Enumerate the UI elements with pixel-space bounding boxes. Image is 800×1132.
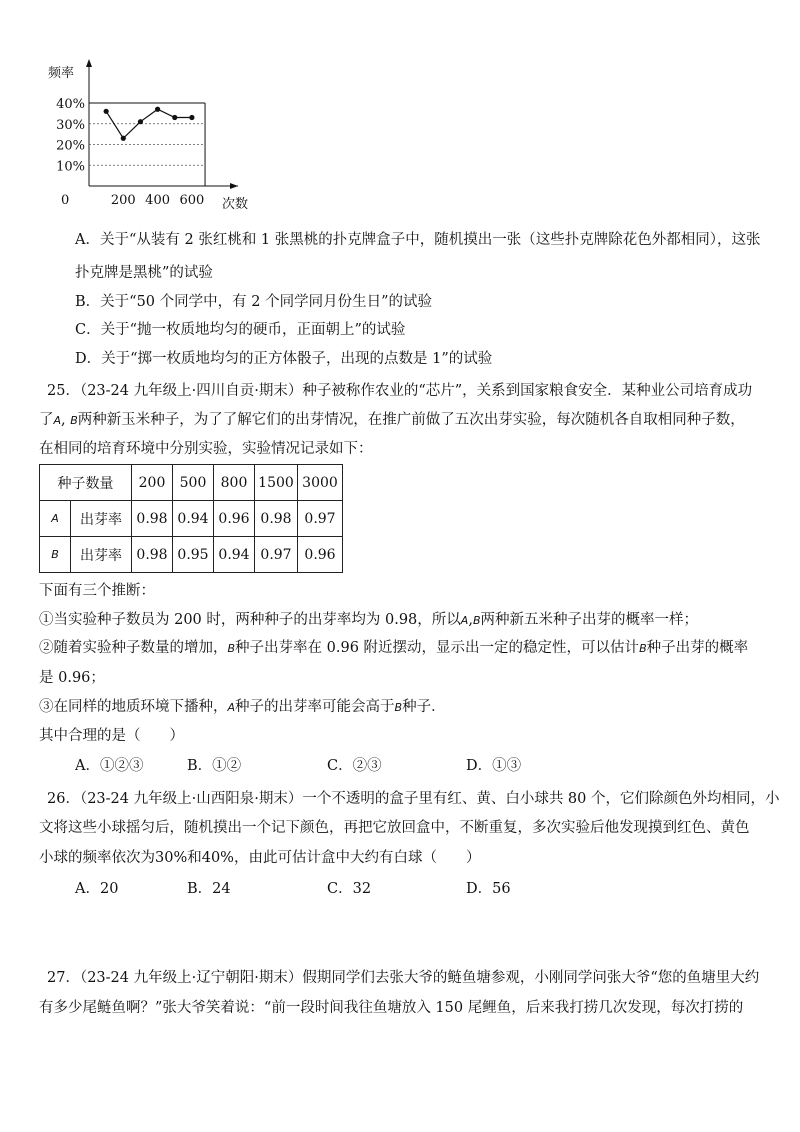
table-header-cell: 1500	[255, 465, 298, 501]
table-cell: 0.98	[132, 537, 173, 573]
s3-mid: 种子的出芽率可能会高于	[235, 699, 395, 715]
q25-stem-line2: 了A, B两种新玉米种子，为了了解它们的出芽情况，在推广前做了五次出芽实验，每次随机各自取相同种子数，	[39, 412, 745, 428]
chart-plot-area	[48, 59, 248, 212]
x-tick-label: 600	[179, 193, 205, 208]
table-header-cell: 500	[173, 465, 214, 501]
table-cell: 0.98	[255, 501, 298, 537]
q26-percent-red: 30%	[155, 850, 188, 866]
data-point	[189, 115, 194, 120]
q26-line3-mid: 和	[187, 850, 202, 866]
var-b: B	[639, 642, 647, 655]
data-point	[155, 107, 160, 112]
table-cell: 0.98	[132, 501, 173, 537]
y-tick-label: 40%	[56, 97, 85, 112]
q24-option-b: B．关于“50 个同学中，有 2 个同学同月份生日”的试验	[75, 294, 432, 310]
var-a: A	[227, 701, 236, 714]
q24-option-a-line2: 扑克牌是黑桃”的试验	[75, 265, 213, 281]
q26-option: B．24	[187, 881, 231, 897]
table-row-label: 出芽率	[71, 501, 132, 537]
q25-option: A．①②③	[75, 758, 144, 774]
table-cell: 0.96	[298, 537, 343, 573]
q26-option: C．32	[327, 881, 372, 897]
table-cell: 0.94	[173, 501, 214, 537]
s1-pre: ①当实验种子数员为 200 时，两种种子的出芽率均为 0.98，所以	[39, 612, 461, 628]
table-header-cell: 3000	[298, 465, 343, 501]
y-axis-label: 频率	[48, 66, 75, 81]
s2-pre: ②随着实验种子数量的增加，	[39, 640, 228, 656]
q26-stem-line1: 26．（23-24 九年级上·山西阳泉·期末）一个不透明的盒子里有红、黄、白小球共 80 个，它们除颜色外均相同，小	[47, 791, 780, 807]
y-tick-label: 10%	[56, 159, 85, 175]
s2-post: 种子出芽的概率	[646, 640, 749, 656]
table-row	[40, 501, 343, 537]
var-b: B	[70, 414, 78, 427]
q25-statement-2-cont: 是 0.96；	[39, 670, 105, 686]
q25-option: C．②③	[327, 758, 382, 774]
q26-stem-line3	[39, 846, 480, 867]
x-tick-label: 0	[61, 193, 70, 208]
data-point	[104, 109, 109, 114]
q25-question: 其中合理的是（ ）	[39, 728, 184, 744]
table-cell: 0.97	[255, 537, 298, 573]
var-b: B	[394, 701, 403, 714]
table-row	[40, 537, 343, 573]
q26-percent-yellow: 40%	[201, 850, 234, 866]
table-cell: 0.94	[214, 537, 255, 573]
q24-option-a-line1: A．关于“从装有 2 张红桃和 1 张黑桃的扑克牌盒子中，随机摸出一张（这些扑克牌除花色外都相同），这张	[75, 232, 761, 248]
q27-stem-line2: 有多少尾鲢鱼啊？”张大爷笑着说：“前一段时间我往鱼塘放入 150 尾鲤鱼，后来我打捞几次发现，每次打捞的	[39, 1000, 744, 1016]
table-row-name: A	[40, 501, 71, 537]
table-row	[40, 465, 343, 501]
table-cell: 0.97	[298, 501, 343, 537]
table-header-label: 种子数量	[40, 465, 132, 501]
q26-stem-line2: 文将这些小球摇匀后，随机摸出一个记下颜色，再把它放回盒中，不断重复，多次实验后他发现摸到红色、黄色	[39, 820, 750, 836]
var-b: B	[472, 614, 481, 627]
germination-table	[39, 464, 343, 573]
q25-option: D．①③	[466, 758, 522, 774]
q24-option-c: C．关于“抛一枚质地均匀的硬币，正面朝上”的试验	[75, 322, 406, 338]
q25-statement-3	[39, 695, 446, 716]
y-tick-label: 30%	[56, 117, 85, 133]
s2-mid: 种子出芽率在 0.96 附近摆动，显示出一定的稳定性，可以估计	[235, 640, 640, 656]
frequency-line-chart	[40, 55, 270, 215]
q25-line2-post: 两种新玉米种子，为了了解它们的出芽情况，在推广前做了五次出芽实验，每次随机各自取相同种子数，	[77, 412, 745, 428]
q27-stem-line1: 27．（23-24 九年级上·辽宁朝阳·期末）假期同学们去张大爷的鲢鱼塘参观，小刚同学问张大爷“您的鱼塘里大约	[47, 970, 760, 986]
table-header-cell: 800	[214, 465, 255, 501]
table-header-cell: 200	[132, 465, 173, 501]
q25-stem-line3: 在相同的培育环境中分别实验，实验情况记录如下：	[39, 441, 373, 457]
s3-post: 种子．	[402, 699, 446, 715]
data-point	[172, 115, 177, 120]
y-tick-label: 20%	[56, 138, 85, 154]
q25-intro: 下面有三个推断：	[39, 583, 155, 599]
s1-post: 两种新五米种子出芽的概率一样；	[480, 612, 698, 628]
table-row-name: B	[40, 537, 71, 573]
s3-pre: ③在同样的地质环境下播种，	[39, 699, 228, 715]
q25-statement-1	[39, 608, 698, 629]
q25-statement-2	[39, 636, 748, 657]
q25-line2-pre: 了	[39, 412, 54, 428]
q26-option: D．56	[466, 881, 511, 897]
s1-mid: ,	[468, 612, 473, 628]
var-a: A	[53, 414, 62, 427]
q25-option: B．①②	[187, 758, 242, 774]
data-point	[121, 136, 126, 141]
table-row-label: 出芽率	[71, 537, 132, 573]
q26-line3-post: ，由此可估计盒中大约有白球（ ）	[233, 850, 481, 866]
q26-line3-pre: 小球的频率依次为	[39, 850, 155, 866]
q25-stem-line1: 25．（23-24 九年级上·四川自贡·期末）种子被称作农业的“芯片”，关系到国家粮食安全．某种业公司培育成功	[47, 383, 753, 399]
q26-option: A．20	[75, 881, 119, 897]
y-axis-arrow	[86, 59, 92, 67]
var-b: B	[227, 642, 236, 655]
x-tick-label: 400	[145, 193, 171, 208]
q24-option-d: D．关于“掷一枚质地均匀的正方体骰子，出现的点数是 1”的试验	[75, 351, 493, 367]
x-axis-label: 次数	[222, 197, 249, 212]
x-axis-arrow	[230, 183, 238, 189]
data-point	[138, 119, 143, 124]
x-tick-label: 200	[110, 193, 136, 208]
table-cell: 0.95	[173, 537, 214, 573]
table-cell: 0.96	[214, 501, 255, 537]
var-a: A	[460, 614, 469, 627]
